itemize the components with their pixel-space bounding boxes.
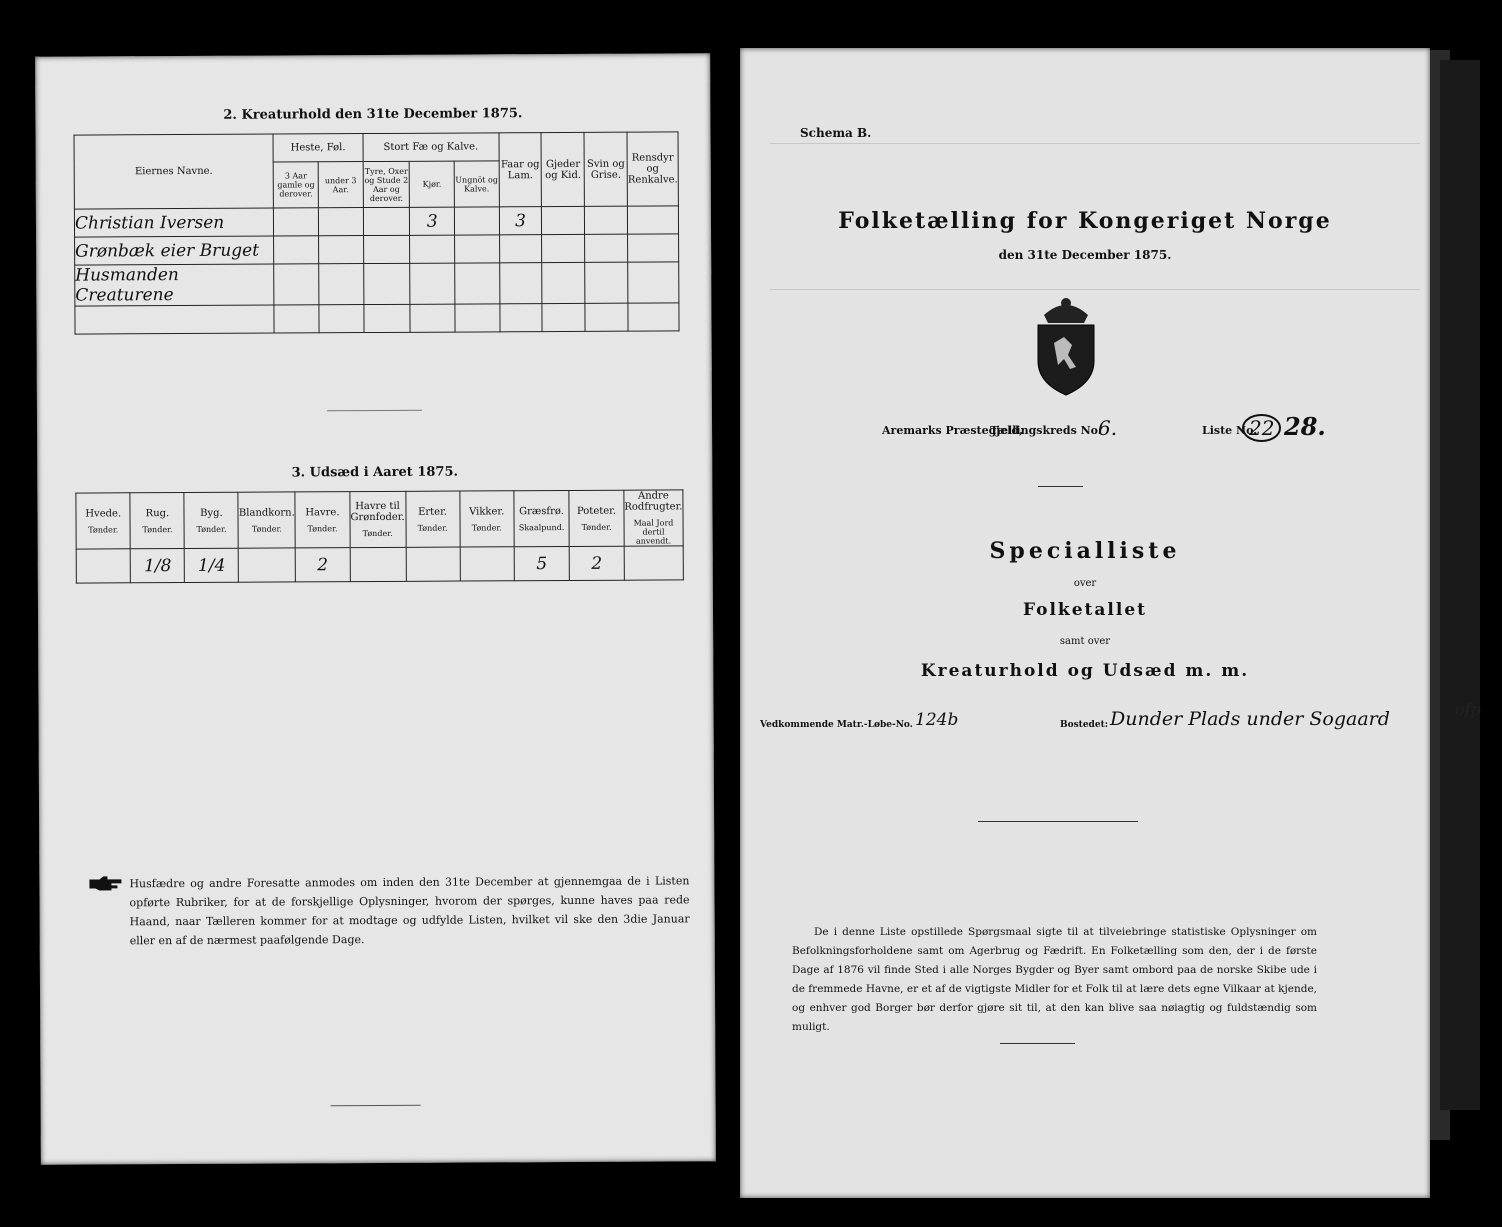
intro-paragraph: De i denne Liste opstillede Spørgsmaal sigte til at tilveiebringe statistiske Oplysninger om Befolkningsforholdene samt om Agerbrug og Fædrift. En Folketælling som den, der i de første Dage af 1876 vil finde Sted i alle Norges Bygder og Byer samt ombord paa de norske Skibe ude i de fremmede Havne, er et af de vigtigste Midler for et Folk til at lære dets egne Vilkaar at kjende, og enhver god Borger bør derfor gjøre sit til, at den kan blive saa nøiagtig og fuldstændig som muligt. <box>792 926 1317 1033</box>
section2-title: 2. Kreaturhold den 31te December 1875. <box>223 106 523 123</box>
heste-a-header: 3 Aar gamle og derover. <box>273 162 318 208</box>
owner-cell: Husmanden Creaturene <box>75 264 274 306</box>
norway-coat-of-arms-icon <box>1030 293 1102 398</box>
pointing-hand-icon <box>87 874 123 892</box>
sowing-column-name: Rug. <box>145 507 170 519</box>
left-page <box>35 53 716 1165</box>
prestegjeld: Aremarks Præstegjeld, <box>882 424 1023 437</box>
sowing-column-unit: Tønder. <box>196 524 227 534</box>
owner-cell: Christian Iversen <box>74 208 273 237</box>
rensdyr-header: Rensdyr og Renkalve. <box>627 132 678 206</box>
sowing-value-cell <box>350 547 406 581</box>
kreaturhold-title: Kreaturhold og Udsæd m. m. <box>920 661 1250 681</box>
bostedet-value: Dunder Plads under Sogaard <box>1110 708 1390 730</box>
table-row <box>75 234 679 265</box>
kjor-cell: 3 <box>410 207 455 235</box>
sowing-column-unit: Tønder. <box>307 523 338 533</box>
sowing-column-name: Vikker. <box>469 505 505 518</box>
sowing-column-unit: Tønder. <box>471 522 502 532</box>
sowing-column-header <box>349 491 405 547</box>
faar-header: Faar og Lam. <box>499 133 542 207</box>
sowing-column-name: Andre Rodfrugter. <box>624 490 683 513</box>
sowing-column-name: Poteter. <box>576 505 617 517</box>
samt-over-text: samt over <box>1059 636 1111 647</box>
sowing-column-header <box>295 492 350 548</box>
owner-header: Eiernes Navne. <box>74 134 274 209</box>
sowing-column-unit: Skaalpund. <box>518 522 565 532</box>
divider <box>978 821 1138 822</box>
livestock-table <box>74 131 680 334</box>
sowing-column-name: Hvede. <box>85 507 122 520</box>
census-title: Folketælling for Kongeriget Norge <box>838 208 1332 234</box>
sowing-column-name: Havre til Grønfoder. <box>350 500 405 524</box>
page-stack-edge-outer <box>1440 60 1480 1110</box>
sowing-column-name: Havre. <box>305 506 340 518</box>
sowing-column-name: Byg. <box>200 507 223 519</box>
sowing-column-header <box>184 492 238 548</box>
sowing-column-header <box>514 490 570 546</box>
table-row <box>74 206 678 237</box>
matr-label: Vedkommende Matr.-Løbe-No. <box>760 720 913 730</box>
sowing-column-header <box>130 492 184 548</box>
sowing-value-cell: 2 <box>569 546 624 580</box>
sowing-table <box>75 489 683 583</box>
svin-header: Svin og Grise. <box>584 132 627 206</box>
sowing-value-cell <box>406 547 460 581</box>
liste-label: Liste No. <box>1202 424 1258 437</box>
owner-cell: Grønbæk eier Bruget <box>75 236 274 265</box>
matr-value: 124b <box>915 710 959 730</box>
section3-title: 3. Udsæd i Aaret 1875. <box>291 464 459 481</box>
divider <box>331 1105 421 1106</box>
sowing-value-cell: 1/8 <box>131 548 185 582</box>
notice-text: Husfædre og andre Foresatte anmodes om inden den 31te December at gjennemgaa de i Listen opførte Rubriker, for at de forskjellige Oplysninger, hvorom der spørges, kunne haves paa rede Haand, naar Tælleren kommer for at modtage og udfylde Listen, hvilket vil ske den 3die Januar eller en af de nærmest paafølgende Dage. <box>129 874 690 948</box>
sowing-column-unit: Tønder. <box>142 524 173 534</box>
gjeder-header: Gjeder og Kid. <box>541 132 584 206</box>
sowing-value-cell <box>76 549 131 583</box>
liste-value-old: 22 <box>1242 414 1281 442</box>
heste-header: Heste, Føl. <box>273 134 363 162</box>
sowing-value-cell <box>624 546 683 580</box>
sowing-column-unit: Maal Jord dertil anvendt. <box>633 518 674 546</box>
stort-c-header: Ungnöt og Kalve. <box>454 161 499 207</box>
faar-cell: 3 <box>499 207 542 235</box>
bostedet-label: Bostedet: <box>1060 720 1109 730</box>
kreds-value: 6. <box>1098 416 1118 440</box>
table-row <box>75 262 679 306</box>
sowing-column-name: Erter. <box>418 506 447 518</box>
sowing-column-unit: Tønder. <box>417 523 448 533</box>
sowing-column-header <box>624 490 683 546</box>
over-text: over <box>1073 578 1097 589</box>
sowing-value-cell <box>239 548 296 582</box>
divider <box>327 410 422 411</box>
divider <box>1000 1043 1075 1044</box>
sowing-column-header <box>569 490 624 546</box>
sowing-column-name: Blandkorn. <box>238 506 295 519</box>
liste-value-new: 28. <box>1284 412 1326 441</box>
stort-header: Stort Fæ og Kalve. <box>363 133 499 162</box>
stort-a-header: Tyre, Oxer og Stude 2 Aar og derover. <box>363 161 410 207</box>
sowing-column-unit: Tønder. <box>251 523 282 534</box>
kreds-label: Tællingskreds No. <box>990 424 1102 437</box>
divider <box>1038 486 1083 487</box>
sowing-column-unit: Tønder. <box>362 528 393 539</box>
sowing-value-cell: 1/4 <box>185 548 239 582</box>
sowing-column-unit: Tønder. <box>88 524 119 535</box>
stort-b-header: Kjør. <box>410 161 455 207</box>
sowing-column-header <box>405 491 459 547</box>
right-page <box>740 48 1430 1198</box>
sowing-column-name: Græsfrø. <box>519 505 564 517</box>
sowing-column-header <box>76 493 131 549</box>
sowing-value-cell: 2 <box>295 548 350 582</box>
census-date: den 31te December 1875. <box>998 248 1172 262</box>
sowing-column-header <box>238 492 295 548</box>
margin-note: ofp <box>1455 700 1481 719</box>
sowing-column-unit: Tønder. <box>581 522 612 532</box>
sowing-value-cell: 5 <box>514 546 569 580</box>
folketallet-title: Folketallet <box>1023 600 1147 620</box>
table-row <box>75 303 679 334</box>
table-row <box>76 546 683 583</box>
sowing-header-row <box>76 490 683 549</box>
specialliste-title: Specialliste <box>989 538 1181 564</box>
sowing-column-header <box>459 491 514 547</box>
sowing-value-cell <box>460 547 515 581</box>
heste-b-header: under 3 Aar. <box>318 162 363 208</box>
schema-label: Schema B. <box>800 126 872 140</box>
